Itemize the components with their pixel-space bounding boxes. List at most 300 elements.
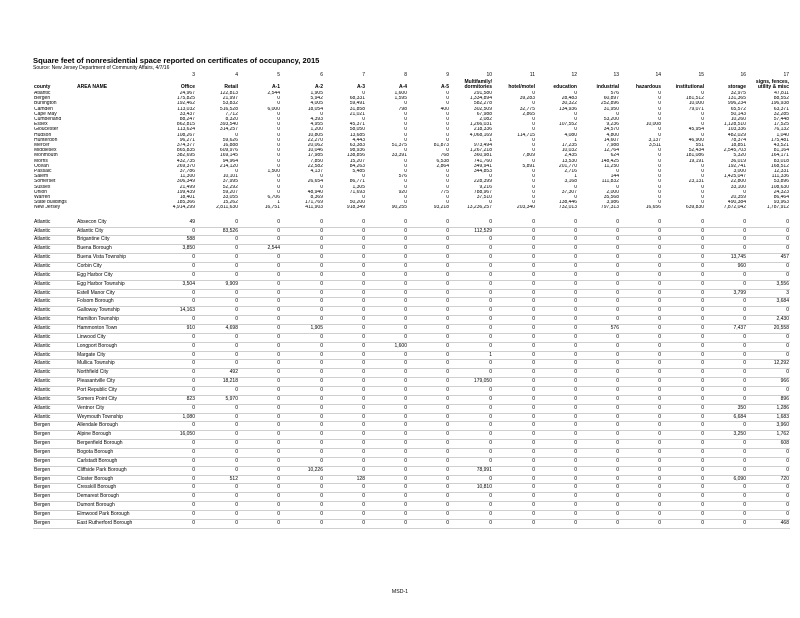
table-cell: 0 — [408, 431, 450, 440]
table-cell: 0 — [446, 122, 449, 128]
table-cell: 0 — [620, 395, 662, 404]
table-cell: 181,086 — [685, 153, 704, 159]
report-title: Square feet of nonresidential space reported on certificates of occupancy, 2015 — [33, 56, 320, 65]
table-cell: 58,050 — [349, 127, 365, 133]
table-cell: 910 — [152, 324, 196, 333]
table-cell: 0 — [281, 262, 324, 271]
table-cell: 411,903 — [305, 205, 323, 211]
table-cell: A-4 — [398, 84, 407, 90]
table-cell: 0 — [324, 466, 366, 475]
table-cell: 0 — [366, 457, 408, 466]
table-cell: 0 — [578, 431, 620, 440]
table-cell: 0 — [446, 111, 449, 117]
table-cell: 19,191 — [688, 158, 704, 164]
table-cell: 374,377 — [176, 143, 195, 149]
table-cell: 0 — [705, 271, 747, 280]
table-cell: Atlantic — [33, 360, 76, 369]
table-cell: Egg Harbor Township — [76, 280, 152, 289]
table-cell: 0 — [408, 245, 450, 254]
table-cell: 0 — [366, 475, 408, 484]
table-cell: 0 — [662, 227, 705, 236]
municipality-row — [33, 378, 790, 387]
table-cell: 0 — [705, 511, 747, 520]
table-cell: 57,448 — [773, 117, 789, 123]
table-cell: 0 — [239, 431, 281, 440]
table-cell: 214,120 — [219, 163, 238, 169]
table-cell: 0 — [196, 519, 239, 528]
municipality-row — [33, 219, 790, 227]
table-cell: signs, fences, utility & misc — [755, 79, 789, 90]
table-cell: 0 — [620, 316, 662, 325]
table-cell: 741,760 — [473, 158, 492, 164]
table-cell: 0 — [239, 484, 281, 493]
municipality-row — [33, 351, 790, 360]
table-cell: 0 — [701, 174, 704, 180]
table-cell: 0 — [620, 298, 662, 307]
table-cell: 0 — [324, 519, 366, 528]
table-cell: 0 — [324, 316, 366, 325]
table-cell: 1,500 — [267, 169, 280, 175]
table-cell: 0 — [196, 457, 239, 466]
table-cell: 0 — [747, 342, 790, 351]
table-cell: 0 — [662, 404, 705, 413]
table-cell: 4,068,169 — [469, 132, 492, 138]
table-cell: 0 — [196, 431, 239, 440]
table-cell: 0 — [578, 466, 620, 475]
table-cell: Office — [180, 84, 195, 90]
table-cell: Bergen — [33, 466, 76, 475]
table-cell: 0 — [536, 245, 578, 254]
table-cell: 576 — [398, 174, 407, 180]
column-number-row — [33, 72, 790, 79]
table-cell: 45,954 — [688, 127, 704, 133]
table-cell: 0 — [493, 369, 536, 378]
table-cell: 0 — [701, 132, 704, 138]
table-cell: 0 — [536, 219, 578, 227]
table-cell: 20,359 — [730, 195, 746, 201]
table-cell: 0 — [705, 457, 747, 466]
table-cell: 9 — [446, 72, 449, 78]
table-cell: 0 — [578, 271, 620, 280]
table-cell: 0 — [320, 111, 323, 117]
table-cell: 52,292 — [222, 184, 238, 190]
table-cell: Alpine Borough — [76, 431, 152, 440]
table-cell: 1,286 — [747, 404, 790, 413]
table-cell: 0 — [578, 333, 620, 342]
table-cell: Northfield City — [76, 369, 152, 378]
table-cell: 0 — [324, 440, 366, 449]
table-cell: 0 — [196, 360, 239, 369]
table-cell: 0 — [239, 369, 281, 378]
table-cell: 0 — [536, 404, 578, 413]
table-cell: Margate City — [76, 351, 152, 360]
table-cell: Atlantic — [33, 227, 76, 236]
table-cell: 482,029 — [727, 132, 746, 138]
table-cell: 0 — [239, 298, 281, 307]
table-cell: 0 — [196, 316, 239, 325]
table-cell: Dumont Borough — [76, 502, 152, 511]
table-cell: 0 — [152, 404, 196, 413]
table-cell: 0 — [404, 111, 407, 117]
table-cell: 0 — [196, 342, 239, 351]
table-cell: 2,544 — [239, 245, 281, 254]
table-cell: 0 — [747, 502, 790, 511]
table-cell: 13,236,257 — [466, 205, 492, 211]
table-cell: 0 — [404, 127, 407, 133]
table-cell: 0 — [446, 117, 449, 123]
table-cell: 0 — [196, 422, 239, 431]
table-cell: Longport Borough — [76, 342, 152, 351]
table-cell: 0 — [658, 184, 661, 190]
table-cell: 0 — [493, 387, 536, 396]
table-cell: 0 — [662, 378, 705, 387]
table-cell: Bergen — [33, 457, 76, 466]
table-cell: 0 — [450, 219, 493, 227]
table-cell: 181,512 — [685, 96, 704, 102]
table-cell: Weymouth Township — [76, 413, 152, 422]
table-cell: 0 — [239, 360, 281, 369]
table-cell: 0 — [152, 484, 196, 493]
table-cell: 17,235 — [561, 143, 577, 149]
table-cell: 0 — [450, 449, 493, 458]
municipality-row — [33, 413, 790, 422]
table-cell: 16,888 — [222, 143, 238, 149]
table-cell: 302,509 — [473, 106, 492, 112]
table-cell: 8 — [404, 72, 407, 78]
table-cell: 0 — [239, 271, 281, 280]
table-cell: 2,545,703 — [723, 148, 746, 154]
table-cell: 0 — [662, 369, 705, 378]
table-cell: Atlantic — [33, 316, 76, 325]
table-cell: Hunterdon — [34, 137, 58, 143]
table-cell: 0 — [658, 148, 661, 154]
table-cell: 68,331 — [349, 96, 365, 102]
table-cell: 0 — [658, 117, 661, 123]
table-cell: 0 — [536, 395, 578, 404]
table-cell: 0 — [616, 111, 619, 117]
table-cell: 7,712 — [225, 111, 238, 117]
table-cell: Morris — [34, 158, 48, 164]
table-cell: Atlantic — [33, 413, 76, 422]
table-cell: 0 — [281, 219, 324, 227]
table-cell: 393,540 — [219, 122, 238, 128]
table-cell: 0 — [324, 493, 366, 502]
table-cell: 0 — [747, 307, 790, 316]
table-cell: 98,936 — [349, 148, 365, 154]
table-cell: 0 — [281, 298, 324, 307]
table-cell: 0 — [662, 475, 705, 484]
table-cell: 164,171 — [770, 153, 789, 159]
table-cell: 33,437 — [179, 111, 195, 117]
table-cell: 0 — [578, 298, 620, 307]
table-cell: 6,090 — [705, 475, 747, 484]
table-cell: 512 — [196, 475, 239, 484]
table-cell: 0 — [536, 307, 578, 316]
table-cell: 0 — [239, 404, 281, 413]
table-cell: 0 — [239, 502, 281, 511]
table-cell: 0 — [281, 484, 324, 493]
table-cell: 0 — [281, 387, 324, 396]
table-cell: 0 — [281, 289, 324, 298]
table-cell: 349,941 — [473, 163, 492, 169]
table-cell: Retail — [224, 84, 238, 90]
municipality-row — [33, 298, 790, 307]
table-cell: 0 — [705, 484, 747, 493]
table-cell: 0 — [705, 387, 747, 396]
municipality-row — [33, 262, 790, 271]
table-cell: 0 — [701, 111, 704, 117]
table-cell: Demarest Borough — [76, 493, 152, 502]
table-cell: 775 — [440, 189, 449, 195]
table-cell: 0 — [705, 351, 747, 360]
table-cell: 88,247 — [179, 117, 195, 123]
table-cell: 7,809 — [522, 153, 535, 159]
table-cell: 0 — [658, 106, 661, 112]
table-cell: 0 — [239, 227, 281, 236]
table-cell: 0 — [324, 254, 366, 263]
table-cell: 0 — [578, 360, 620, 369]
table-cell: 0 — [324, 324, 366, 333]
table-cell: 34,570 — [603, 127, 619, 133]
table-cell — [76, 72, 152, 79]
table-cell: 0 — [196, 387, 239, 396]
table-cell: 0 — [493, 324, 536, 333]
table-cell: 4,393 — [310, 117, 323, 123]
table-cell: 0 — [620, 484, 662, 493]
table-cell: 0 — [362, 174, 365, 180]
table-cell: 14,163 — [152, 307, 196, 316]
table-cell: 732,013 — [558, 205, 577, 211]
table-cell: 0 — [324, 431, 366, 440]
table-cell: 0 — [408, 395, 450, 404]
table-cell: 0 — [578, 511, 620, 520]
table-cell: 0 — [408, 493, 450, 502]
table-cell — [33, 72, 76, 79]
table-cell: 0 — [493, 475, 536, 484]
table-cell: 0 — [578, 254, 620, 263]
table-cell: 93,218 — [433, 205, 449, 211]
table-cell: 2,000 — [606, 189, 619, 195]
table-cell: 2,716 — [564, 169, 577, 175]
table-cell: 0 — [196, 404, 239, 413]
table-cell: 576 — [610, 91, 619, 96]
table-cell: 112,529 — [450, 227, 493, 236]
table-cell: 0 — [277, 117, 280, 123]
table-cell: 896 — [747, 395, 790, 404]
table-cell: 0 — [662, 422, 705, 431]
municipality-row — [33, 324, 790, 333]
table-cell: 3,850 — [152, 245, 196, 254]
table-cell: 1,762 — [747, 431, 790, 440]
table-cell: 0 — [705, 307, 747, 316]
table-cell: 0 — [705, 502, 747, 511]
table-cell: 0 — [324, 298, 366, 307]
table-cell: 0 — [281, 413, 324, 422]
table-cell: 0 — [239, 333, 281, 342]
table-cell: Buena Vista Township — [76, 254, 152, 263]
table-cell: 33,055 — [222, 195, 238, 201]
table-cell: 5,891 — [522, 163, 535, 169]
table-cell: Hammonton Town — [76, 324, 152, 333]
table-cell: 0 — [281, 475, 324, 484]
table-cell: 7,850 — [310, 158, 323, 164]
table-cell: Atlantic — [33, 280, 76, 289]
table-cell: Atlantic — [33, 271, 76, 280]
table-cell: 10,101 — [222, 174, 238, 180]
table-cell: 0 — [277, 174, 280, 180]
table-cell: 0 — [747, 457, 790, 466]
table-cell: 0 — [493, 413, 536, 422]
table-cell: 0 — [578, 307, 620, 316]
table-cell: 30,322 — [561, 101, 577, 107]
table-cell: 0 — [662, 440, 705, 449]
table-cell: 0 — [239, 342, 281, 351]
table-cell: 0 — [662, 333, 705, 342]
table-cell: hazardous — [635, 84, 661, 90]
table-cell: 0 — [324, 404, 366, 413]
table-cell: 920 — [398, 189, 407, 195]
table-cell: 0 — [620, 511, 662, 520]
table-cell: 0 — [281, 254, 324, 263]
table-cell: 0 — [620, 449, 662, 458]
table-cell: 1,200 — [310, 127, 323, 133]
table-cell: 400 — [440, 106, 449, 112]
municipality-row — [33, 360, 790, 369]
table-cell: 192,462 — [176, 101, 195, 107]
table-cell: Closter Borough — [76, 475, 152, 484]
table-cell: 0 — [235, 169, 238, 175]
table-cell: 973,494 — [473, 143, 492, 149]
municipality-row — [33, 422, 790, 431]
table-cell: 2,430 — [747, 316, 790, 325]
table-cell: 0 — [493, 254, 536, 263]
header-row — [33, 79, 790, 91]
table-cell: 13 — [613, 72, 619, 78]
table-cell: 0 — [366, 413, 408, 422]
table-cell: 16,050 — [152, 431, 196, 440]
table-cell: 344,853 — [473, 169, 492, 175]
table-cell: Atlantic — [33, 387, 76, 396]
table-cell: 0 — [239, 493, 281, 502]
table-cell: 0 — [578, 236, 620, 245]
table-cell: 0 — [620, 493, 662, 502]
table-cell: 0 — [239, 280, 281, 289]
table-cell: 0 — [196, 493, 239, 502]
table-cell: 0 — [196, 271, 239, 280]
table-cell: 0 — [152, 511, 196, 520]
table-cell: 0 — [196, 413, 239, 422]
table-cell: 0 — [239, 289, 281, 298]
table-cell: 0 — [281, 404, 324, 413]
table-cell: 0 — [450, 387, 493, 396]
table-cell: 37,786 — [179, 169, 195, 175]
table-cell: 4,914,299 — [172, 205, 195, 211]
table-cell: 8,369 — [310, 195, 323, 201]
table-body — [33, 72, 790, 528]
table-cell: 0 — [239, 457, 281, 466]
table-cell: 0 — [662, 280, 705, 289]
table-cell: 0 — [747, 449, 790, 458]
table-cell: 1,305 — [352, 184, 365, 190]
table-cell: 15 — [698, 72, 704, 78]
table-cell: 0 — [536, 342, 578, 351]
table-cell: 0 — [743, 189, 746, 195]
table-cell: 16,656 — [645, 205, 661, 211]
table-cell: Atlantic — [33, 333, 76, 342]
table-cell: 53,896 — [773, 179, 789, 185]
table-cell: Elmwood Park Borough — [76, 511, 152, 520]
table-cell: 0 — [536, 502, 578, 511]
table-cell: 0 — [532, 143, 535, 149]
table-cell: 192,741 — [727, 163, 746, 169]
table-cell: 0 — [404, 179, 407, 185]
table-cell: 0 — [532, 174, 535, 180]
table-cell: 0 — [578, 219, 620, 227]
table-cell: 0 — [493, 280, 536, 289]
table-cell: Atlantic — [33, 307, 76, 316]
table-cell: 0 — [536, 466, 578, 475]
table-cell: 96,271 — [179, 137, 195, 143]
table-cell: 0 — [196, 333, 239, 342]
table-cell: 0 — [705, 360, 747, 369]
table-cell: 0 — [366, 351, 408, 360]
table-cell: 0 — [408, 298, 450, 307]
municipality-row — [33, 254, 790, 263]
table-cell: 50,200 — [349, 200, 365, 206]
table-cell: 0 — [747, 387, 790, 396]
table-cell: 0 — [408, 342, 450, 351]
table-cell: 1,600 — [394, 91, 407, 96]
table-cell: 37,307 — [561, 189, 577, 195]
table-cell: 53,832 — [222, 101, 238, 107]
table-cell: 0 — [450, 431, 493, 440]
table-cell: 0 — [493, 484, 536, 493]
table-cell: 138,856 — [346, 153, 365, 159]
table-cell: 0 — [281, 333, 324, 342]
table-cell: 4 — [235, 72, 238, 78]
table-cell: 0 — [450, 342, 493, 351]
table-cell: Linwood City — [76, 333, 152, 342]
table-cell: 0 — [324, 219, 366, 227]
table-cell: 0 — [493, 404, 536, 413]
table-cell: 24,323 — [773, 189, 789, 195]
table-cell: 0 — [493, 245, 536, 254]
table-cell: 0 — [324, 413, 366, 422]
table-cell: 0 — [493, 360, 536, 369]
table-cell: 0 — [446, 91, 449, 96]
table-cell: 10 — [486, 72, 492, 78]
source-note: Source: New Jersey Department of Community Affairs, 4/7/16 — [33, 65, 170, 71]
table-cell: 0 — [408, 219, 450, 227]
table-cell: 0 — [536, 262, 578, 271]
table-cell: 0 — [450, 395, 493, 404]
table-cell: 0 — [658, 101, 661, 107]
table-cell: 0 — [446, 148, 449, 154]
table-cell: 0 — [705, 333, 747, 342]
table-cell: 0 — [196, 289, 239, 298]
table-cell: 551 — [695, 143, 704, 149]
table-cell: 10,810 — [450, 484, 493, 493]
table-cell: 0 — [532, 122, 535, 128]
table-cell: 720 — [747, 475, 790, 484]
table-cell: 52,434 — [688, 148, 704, 154]
table-cell: 788,967 — [473, 189, 492, 195]
table-cell: 78,374 — [730, 137, 746, 143]
table-cell: 83,526 — [196, 227, 239, 236]
table-cell: 624 — [610, 153, 619, 159]
table-cell: 0 — [620, 236, 662, 245]
table-cell: 128 — [324, 475, 366, 484]
